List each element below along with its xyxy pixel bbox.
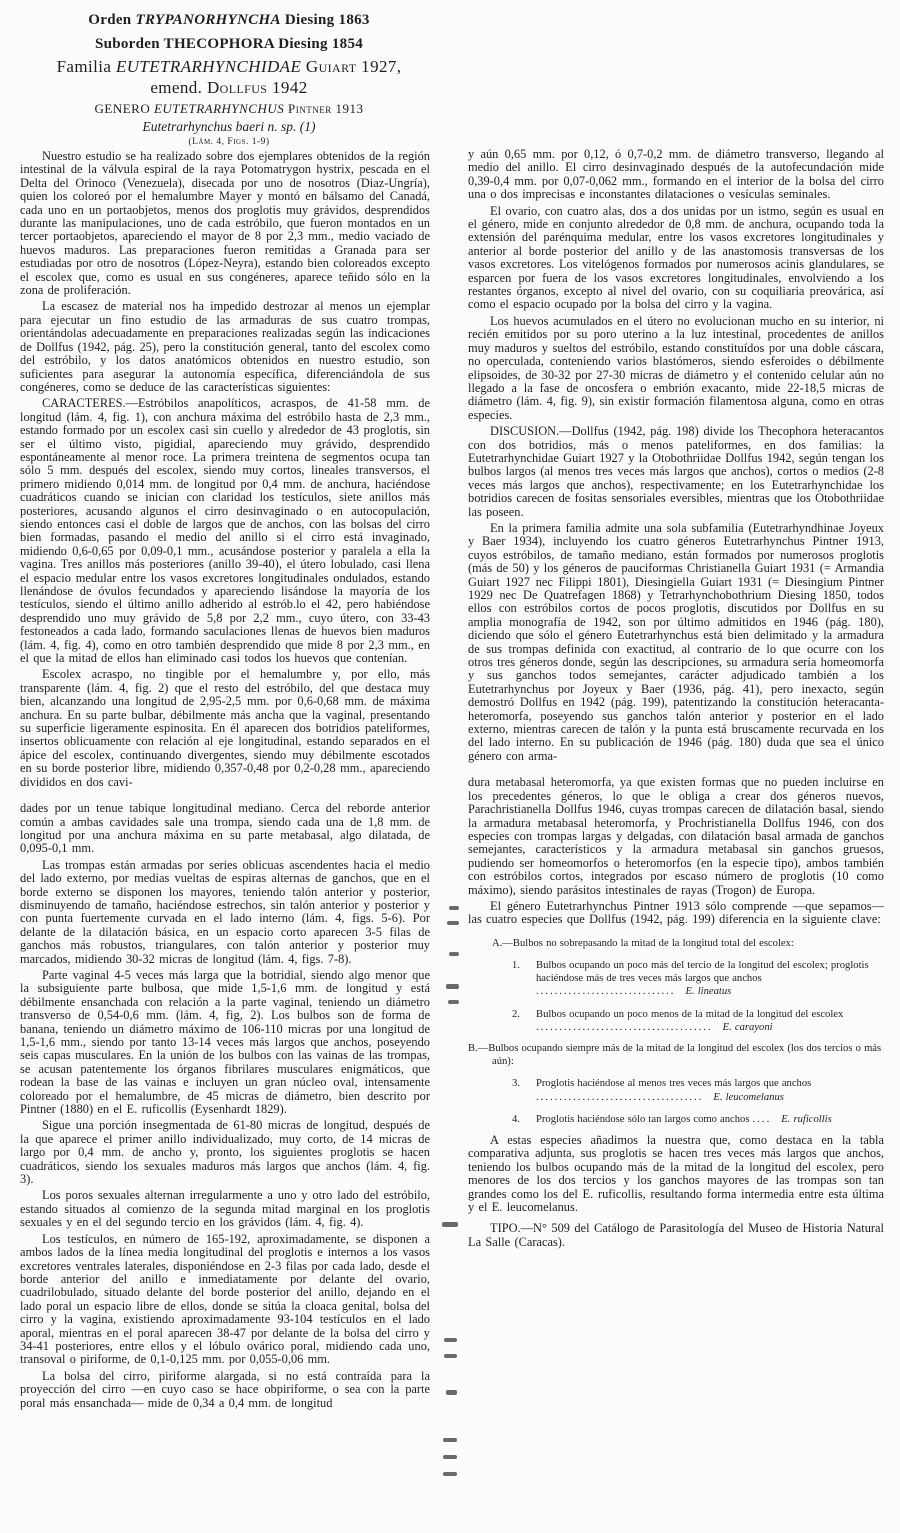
figure-reference: (Lám. 4, Figs. 1-9) <box>188 137 270 147</box>
dot-leader: .................................... <box>536 1091 704 1103</box>
suborder-line: Suborden THECOPHORA Diesing 1854 <box>94 36 364 52</box>
paragraph: Nuestro estudio se ha realizado sobre dos ejemplares obtenidos de la región intestinal de la válvula espiral de la raya Potomatrygon hystrix, pescada en el Delta del Orinoco (Venezuela), disecada por uno de nosotros (Diaz-Ungría), quien los coloreó por el hemalumbre Mayer y montó en bálsamo del Canadá, cada uno en un portaobjetos, menos dos proglotis muy grávidos, desprendidos durante las manipulaciones, uno de cada estróbilo, que fueron montados en un tercer portaobjetos, apareciendo el mayor de 8 por 2,3 mm., medio vaciado de huevos maduros. Las preparaciones fueron remitidas a Granada para ser estudiadas por otro de nosotros (López-Neyra), estando bien coloreados excepto el escolex que, como es usual en sus congéneres, aparece teñido sólo en la zona de proliferación. <box>20 149 430 298</box>
key-item-number: 3. <box>512 1078 520 1090</box>
species-name: E. lineatus <box>685 986 732 998</box>
key-item-text: Bulbos ocupando un poco menos de la mitad de la longitud del escolex <box>536 1008 844 1020</box>
paragraph: Escolex acraspo, no tingible por el hemalumbre y, por ello, más transparente (lám. 4, fig. 2) que el resto del estróbilo, del que destaca muy bien, alcanzando una longitud de 2,95-2,5 mm. por 0,6-0,68 mm. de máxima anchura. En su parte bulbar, débilmente más ancha que la vaginal, presentando su superficie ligeramente espinosita. En él aparecen dos botridios pateliformes, insertos oblicuamente con relación al eje longitudinal, estando separados en el ápice del escolex, continuando divergentes, siendo muy débilmente escotados en su borde posterior libre, midiendo 0,357-0,48 por 0,2-0,28 mm., apareciendo divididos en dos cavi- <box>20 667 430 789</box>
paragraph: Los poros sexuales alternan irregularmente a uno y otro lado del estróbilo, estando situados al comienzo de la segunda mitad marginal en los proglotis sexuales y en el del segundo tercio en los grávidos (lám. 4, fig. 4). <box>20 1188 430 1230</box>
paragraph: Las trompas están armadas por series oblicuas ascendentes hacia el medio del lado externo, por medias vueltas de espiras alternas de ganchos, que en el borde externo se disponen los mayores, teniendo talón anterior y posterior, disminuyendo de tamaño, haciéndose estrechos, sin talón anterior y posterior y con punta fuertemente curvada en el lado interno (lám. 4, figs. 5-6). Por delante de la dilatación básica, en un espacio corto aparecen 3-5 filas de ganchos más robustos, triangulares, con talón anterior y posterior muy marcados, midiendo 30-32 micras de longitud (lám. 4, figs. 7-8). <box>20 857 430 966</box>
key-section-b: B.—Bulbos ocupando siempre más de la mitad de la longitud del escolex (los dos tercios o más aún): <box>468 1042 882 1068</box>
species-name: E. leucomelanus <box>713 1091 784 1103</box>
key-item-2 <box>512 1008 884 1034</box>
dot-leader: .............................. <box>536 986 676 998</box>
key-item-number: 1. <box>512 959 520 971</box>
paragraph-tipo: TIPO.—N° 509 del Catálogo de Parasitología del Museo de Historia Natural La Salle (Caracas). <box>468 1221 884 1249</box>
paragraph-continuation: dades por un tenue tabique longitudinal mediano. Cerca del reborde anterior común a ambas cavidades sale una trompa, siendo cada una de 1,8 mm. de longitud por una anchura máxima en su parte metabasal, algo dilatada, de 0,095-0,1 mm. <box>20 801 430 856</box>
scan-artifact <box>444 1354 457 1358</box>
key-item-text: Bulbos ocupando un poco más del tercio de la longitud del escolex; proglotis haciéndose más de tres veces más largos que anchos <box>536 959 869 985</box>
family-author: Guiart 1927, <box>301 57 402 76</box>
key-item-text: Proglotis haciéndose sólo tan largos como anchos <box>536 1113 753 1125</box>
scan-artifact <box>443 1472 457 1476</box>
genus-prefix: GENERO <box>94 101 154 116</box>
paragraph: El ovario, con cuatro alas, dos a dos unidas por un istmo, según es usual en el género, mide en conjunto alrededor de 0,8 mm. de anchura, ocupando toda la extensión del parénquima medular, entre los vasos excretores longitudinales y anterior al borde posterior del anillo y de las anastomosis transversas de los vasos excretores. Los vitelógenos formados por numerosos acinis glandulares, se esparcen por fuera de los vasos excretores longitudinales, envolviendo a los restantes órganos, excepto al nivel del ovario, con su coquiliaria preovárica, así como el espacio ocupado por la bolsa del cirro y la vagina. <box>468 203 884 312</box>
scan-artifact <box>443 1455 457 1459</box>
genus-author: Pintner 1913 <box>284 101 364 116</box>
genus-taxon: EUTETRARHYNCHUS <box>153 101 285 116</box>
paragraph-continuation: y aún 0,65 mm. por 0,12, ó 0,7-0,2 mm. de diámetro transverso, llegando al medio del anillo. El cirro desinvaginado después de la autofecundación mide 0,39-0,4 mm. por 0,07-0,062 mm., formando en el interior de la bolsa del cirro una o dos imprecisas e inconstantes dilataciones o vesículas seminales. <box>468 147 884 202</box>
key-item-body <box>536 1008 884 1034</box>
family-taxon: EUTETRARHYNCHIDAE <box>115 57 302 76</box>
order-author: Diesing 1863 <box>280 12 370 28</box>
order-prefix: Orden <box>88 12 136 28</box>
scan-artifact <box>442 1222 458 1227</box>
dot-leader: ...................................... <box>536 1021 713 1033</box>
paragraph-discusion: DISCUSION.—Dollfus (1942, pág. 198) divide los Thecophora heteracantos con dos botridios, más o menos pateliformes, en dos familias: la Eutetrarhynchidae Guiart 1927 y la Otobothriidae Dollfus 1942, según tengan los bulbos largos (al menos tres veces más largos que anchos), cortos o medios (2-8 veces más largos que anchos), respectivamente; en los Eutetrarhynchidae los botridios carecen de fositas sensoriales eversibles, mientras que los Otobothriidae las poseen. <box>468 424 884 519</box>
paragraph: Parte vaginal 4-5 veces más larga que la botridial, siendo algo menor que la subsiguiente parte bulbosa, que mide 1,5-1,6 mm. de longitud y está débilmente ensanchada con relación a la parte vaginal, teniendo un diámetro transverso de 0,54-0,6 mm. (lám. 4, fig, 2). Los bulbos son de forma de banana, teniendo un diámetro máximo de 106-110 micras por una longitud de 1,5-1,6 mm., siendo por tanto 13-14 veces más largos que anchos, poseyendo seis capas musculares. En la unión de los bulbos con las vainas de las trompas, se acusan patentemente los órganos fibrilares musculares enigmáticos, que rodean la base de las vainas e incluyen un gran núcleo oval, intensamente coloreado por el hemalumbre, de 45 micras de diámetro, bien descrito por Pintner (1880) en el E. ruficollis (Eysenhardt 1829). <box>20 967 430 1117</box>
paragraph: En la primera familia admite una sola subfamilia (Eutetrarhyndhinae Joyeux y Baer 1934), incluyendo los cuatro géneros Eutetrarhynchus Pintner 1913, cuyos estróbilos, de tamaño mediano, están formados por numerosos proglotis (más de 50) y los géneros de pauciformas Christianella Guiart 1931 (= Armandia Guiart 1927 nec Filippi 1801), Diesingiella Guiart 1931 (= Diesingium Pintner 1929 nec De Quatrefagen 1868) y Tetrarhynchobothrium Diesing 1850, todos ellos con estróbilos cortos de pocos proglotis, discutidos por Dollfus en su amplia monografía de 1942, son por último admitidos en 1946 (pág. 180), diciendo que sólo el género Eutetrarhynchus está bien delimitado y la armadura de sus trompas definida con exactitud, al contrario de lo que ocurre con los otros tres géneros donde, según las descripciones, su armadura sería homeomorfa y sus ganchos todos semejantes, carácter adjudicado también a los Eutetrarhynchus por Joyeux y Baer (1936, pág. 41), pero inexacto, según demostró Dollfus en 1942 (pág. 199), patentizando la constitución heteracanta-heteromorfa, poseyendo sus ganchos talón anterior y posterior en el lado externo, mientras carecen de talón y la punta está bruscamente recurvada en los del lado interno. En su publicación de 1946 (pág. 180) duda que sea el único género con arma- <box>468 520 884 763</box>
identification-key <box>468 937 884 1126</box>
species-line: Eutetrarhynchus baeri n. sp. (1) <box>142 119 316 134</box>
scan-artifact <box>447 921 459 925</box>
scan-artifact <box>446 1390 457 1395</box>
scan-artifact <box>444 1338 457 1342</box>
key-item-body <box>536 1077 884 1103</box>
key-item-number: 2. <box>512 1008 520 1020</box>
scan-artifact <box>449 952 459 956</box>
genus-line <box>22 100 436 118</box>
dot-leader: .... <box>752 1113 772 1125</box>
species-name: E. carayoni <box>722 1021 773 1033</box>
key-item-4 <box>512 1113 884 1126</box>
taxon-header <box>22 8 436 150</box>
family-prefix: Familia <box>56 57 116 76</box>
paragraph: A estas especies añadimos la nuestra que, como destaca en la tabla comparativa adjunta, sus proglotis se hacen tres veces más largos que anchos, teniendo los bulbos ocupando más de la mitad de la longitud del escolex, pero menores de los dos tercios y los ganchos mayores de las trompas son tan grandes como los del E. ruficollis, resultando forma intermedia entre esta última y el E. leucomelanus. <box>468 1132 884 1215</box>
key-item-3 <box>512 1077 884 1103</box>
key-item-body <box>536 1113 884 1126</box>
family-line <box>22 56 436 77</box>
scan-artifact <box>449 906 459 910</box>
scan-artifact <box>443 1438 457 1442</box>
paragraph: La escasez de material nos ha impedido destrozar al menos un ejemplar para ejecutar un fino estudio de las armaduras de sus cuatro trompas, orientándolas adecuadamente en preparaciones realizadas según las indicaciones de Dollfus (1942, pág. 25), pero la constitución general, tanto del escolex como del estróbilo, y los datos anatómicos obtenidos en nuestro estudio, son suficientes para asegurar la autonomía específica, diferenciándola de sus congéneres, como se deduce de las características siguientes: <box>20 299 430 394</box>
paragraph: La bolsa del cirro, piriforme alargada, si no está contraída para la proyección del cirro —en cuyo caso se hace obpiriforme, o sea con la parte poral más ensanchada— mide de 0,34 a 0,4 mm. de longitud <box>20 1368 430 1410</box>
right-column <box>468 148 884 1249</box>
key-item-number: 4. <box>512 1113 520 1125</box>
paragraph-caracteres: CARACTERES.—Estróbilos anapolíticos, acraspos, de 41-58 mm. de longitud (lám. 4, fig. 1), con anchura máxima del estróbilo hasta de 2,3 mm., estando formado por un escolex casi sin cuello y alrededor de 43 proglotis, sin ser el último visto, pigidial, apareciendo muy grávido, desprendido espontáneamente al menor roce. La primera treintena de segmentos ocupa tan sólo 5 mm. después del escolex, siendo muy cortos, lineales transversos, el primero midiendo 0,014 mm. de longitud por 0,4 mm. de anchura, haciéndose cuadráticos cuando se inician con claridad los testículos, siete anillos más posteriores, acusando algunos el cirro desinvaginado o en autocopulación, siendo entonces casi el doble de largos que de anchos, con las bolsas del cirro bien formadas, pasando el medio del anillo si el cirro está invaginado, midiendo 0,6-0,65 por 0,09-0,1 mm., acusándose posterior y paralela a ella la vagina. Tres anillos más posteriores (anillo 39-40), el útero lobulado, casi llena el espacio medular entre los vasos excretores longitudinales ondulados, estando llenándose de óvulos fecundados y apareciendo lisándose la mayoría de los testículos, siendo el último anillo adherido al estrób.lo el 42, pero habiéndose desprendido uno muy grávido de 5,8 por 2,2 mm., cuyo útero, con 33-43 festoneados a cada lado, formando saculaciones llenas de huevos bien maduros (lám. 4, fig. 4), como en otro también desprendido que mide 8 por 2,3 mm., en el que la mitad de ellos han eliminado casi todos los huevos que contenían. <box>20 396 430 666</box>
key-item-body <box>536 959 884 999</box>
key-item-text: Proglotis haciéndose al menos tres veces más largos que anchos <box>536 1078 812 1090</box>
left-column <box>20 150 430 1410</box>
paragraph: Sigue una porción insegmentada de 61-80 micras de longitud, después de la que aparece el primer anillo individualizado, muy corto, de 14 micras de largo por 0,4 mm. de ancho y, pronto, los siguientes proglotis se hacen cuadráticos, siendo los sexuales maduros más largos que anchos (lám. 4, fig. 3). <box>20 1118 430 1187</box>
paragraph: Los huevos acumulados en el útero no evolucionan mucho en su interior, ni recién emitidos por su poro uterino a la luz intestinal, procedentes de anillos muy maduros y sueltos del estróbilo, estando constituídos por una doble cáscara, no operculada, conteniendo varios blastómeros, siendo esferoides o débilmente elipsoides, de 30-32 por 27-30 micras de diámetro y el contenido celular aún no llegado a la fase de oncosfera o embrión exacanto, mide 22-18,5 micras de diámetro (lám. 4, fig. 9), sin existir formación filamentosa alguna, como en otras especies. <box>468 313 884 422</box>
species-name: E. ruficollis <box>781 1113 832 1125</box>
key-item-1 <box>512 959 884 999</box>
emend-line <box>22 77 436 98</box>
emend-prefix: emend. <box>150 78 207 97</box>
paragraph-continuation: dura metabasal heteromorfa, ya que existen formas que no pueden incluirse en los precedentes géneros, lo que le obliga a crear dos géneros nuevos, Parachristianella Dollfus 1946, cuyas trompas carecen de dilatación basal, siendo la armadura metabasal heteromorfa, y Prochristianella Dollfus 1946, con dos especies con trompas largas y delgadas, con dilatación basal armada de ganchos semejantes, característicos y la armadura metabasal sin ganchos gruesos, pudiendo ser homeomorfos o heteromorfos (en la especie tipo), ambos también con estróbilos cortos, integrados por escaso número de proglotis (10 como máximo), siendo parásitos intestinales de rayas (Trogon) de Europa. <box>468 775 884 897</box>
paragraph: El género Eutetrarhynchus Pintner 1913 sólo comprende —que sepamos— las cuatro especies que Dollfus (1942, pág. 199) diferencia en la siguiente clave: <box>468 898 884 927</box>
order-taxon: TRYPANORHYNCHA <box>135 12 281 28</box>
emend-author: Dollfus 1942 <box>206 78 308 97</box>
scan-artifact <box>448 1000 459 1004</box>
order-line <box>22 8 436 32</box>
scan-artifact <box>446 984 459 989</box>
key-section-a: A.—Bulbos no sobrepasando la mitad de la longitud total del escolex: <box>492 937 794 949</box>
paragraph: Los testículos, en número de 165-192, aproximadamente, se disponen a ambos lados de la línea media longitudinal del proglotis e internos a los vasos excretores ventrales laterales, disponiéndose en 2-3 filas por cada lado, desde el borde anterior del anillo e inmediatamente por delante del ovario, cuadrilobulado, situado delante del borde posterior del anillo, dejando en el lado poral un espacio libre de ellos, donde se sitúa la cloaca genital, bolsa del cirro y la vagina, existiendo aproximadamente 93-104 testículos en el lado aporal, mientras en el poral aparecen 38-47 por delante de la bolsa del cirro y 34-41 posteriores, entre ellos y el lóbulo ovárico poral, midiendo cada uno, transoval o piriforme, de 0,1-0,125 mm. por 0,055-0,06 mm. <box>20 1231 430 1367</box>
